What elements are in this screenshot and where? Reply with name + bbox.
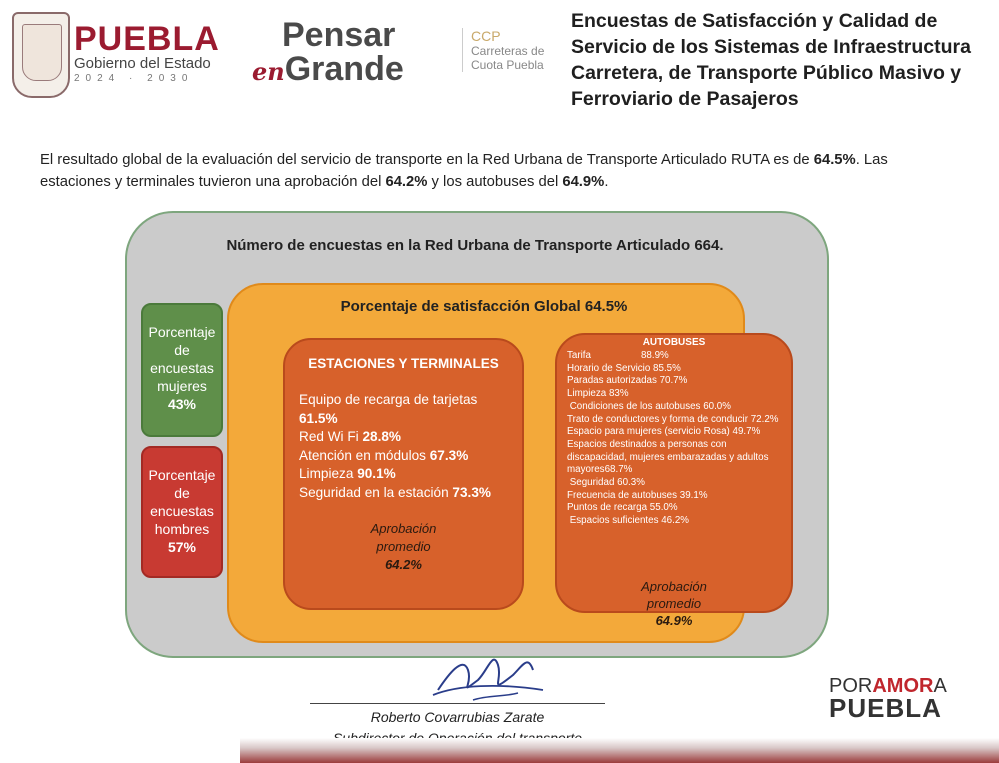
- ccp-abbr: CCP: [471, 28, 501, 44]
- buses-item: Horario de Servicio 85.5%: [567, 362, 681, 374]
- stations-title: ESTACIONES Y TERMINALES: [308, 356, 499, 371]
- buses-item: Puntos de recarga 55.0%: [567, 502, 678, 514]
- buses-title: AUTOBUSES: [642, 337, 706, 348]
- buses-item: Seguridad 60.3%: [569, 477, 645, 489]
- por-amor-a-puebla-logo: PORAMORA PUEBLA: [829, 675, 947, 723]
- puebla-logo-subtitle: Gobierno del Estado: [74, 55, 211, 72]
- handwritten-signature: [418, 635, 548, 710]
- buses-item: Espacio para mujeres (servicio Rosa) 49.7%: [567, 426, 761, 438]
- buses-item: Paradas autorizadas 70.7%: [567, 375, 688, 387]
- intro-text-4: .: [604, 174, 609, 190]
- stations-item: Atención en módulos 67.3%: [299, 447, 469, 463]
- stations-item: Red Wi Fi 28.8%: [299, 429, 401, 444]
- ccp-name-line1: Carreteras de: [471, 44, 545, 58]
- puebla-seal-logo: [12, 12, 70, 98]
- document-title: Encuestas de Satisfacción y Calidad de Servicio de los Sistemas de Infraestructura Carretera, de Transporte Público Masivo y Ferroviario de Pasajeros: [571, 10, 971, 110]
- buses-list: [567, 350, 789, 528]
- buses-item: Trato de conductores y forma de conducir 72.2%: [567, 413, 779, 425]
- intro-text-3: y los autobuses del: [427, 174, 563, 190]
- men-percentage-box: [141, 446, 223, 578]
- buses-average-value: 64.9%: [655, 613, 693, 628]
- buses-item: Frecuencia de autobuses 39.1%: [567, 489, 708, 501]
- stations-item: Seguridad en la estación 73.3%: [299, 484, 491, 500]
- pensar-logo-en: en: [252, 57, 285, 86]
- stations-item: Limpieza 90.1%: [299, 466, 396, 481]
- buses-average: Aprobación promedio 64.9%: [557, 578, 791, 629]
- pensar-en-grande-logo: [252, 16, 422, 89]
- stations-average-value: 64.2%: [385, 557, 422, 572]
- global-satisfaction-title: Porcentaje de satisfacción Global 64.5%: [340, 298, 628, 315]
- men-percentage-label: Porcentaje de encuestas hombres: [148, 467, 216, 537]
- stations-average: Aprobación promedio 64.2%: [285, 520, 522, 574]
- buses-item: Condiciones de los autobuses 60.0%: [569, 400, 731, 412]
- survey-count-title: Número de encuestas en la Red Urbana de Transporte Articulado 664.: [226, 237, 724, 254]
- intro-text-1: El resultado global de la evaluación del servicio de transporte en la Red Urbana de Transporte Articulado RUTA es de: [40, 152, 814, 168]
- pensar-logo-grande: Grande: [284, 50, 404, 88]
- puebla-government-logo: [74, 22, 219, 86]
- decorative-footer-stripe: [240, 738, 999, 763]
- buses-item: Tarifa 88.9%: [567, 350, 669, 361]
- buses-item: Espacios destinados a personas con discapacidad, mujeres embarazadas y adultos mayores68.7%: [567, 438, 769, 476]
- signature-line: [310, 703, 605, 704]
- men-percentage-value: 57%: [167, 539, 197, 555]
- puebla-logo-word: PUEBLA: [74, 20, 220, 58]
- buses-box: [555, 333, 793, 628]
- stations-list: [299, 391, 514, 502]
- women-percentage-value: 43%: [167, 396, 197, 412]
- ccp-logo: [462, 28, 571, 72]
- puebla-logo-years: 2024 · 2030: [74, 73, 194, 84]
- women-percentage-label: Porcentaje de encuestas mujeres: [148, 324, 216, 394]
- global-result-value: 64.5%: [813, 152, 856, 168]
- pensar-logo-word: Pensar: [282, 16, 396, 54]
- women-percentage-box: [141, 303, 223, 437]
- signer-name: Roberto Covarrubias Zarate: [370, 709, 545, 725]
- intro-paragraph: [40, 149, 960, 193]
- stations-terminals-box: [283, 338, 524, 610]
- stations-item: Equipo de recarga de tarjetas 61.5%: [299, 392, 478, 426]
- ccp-name-line2: Cuota Puebla: [471, 58, 544, 72]
- buses-item: Espacios suficientes 46.2%: [569, 515, 690, 527]
- intro-text-2: . Las estaciones y terminales tuvieron una aprobación del: [40, 152, 888, 190]
- buses-item: Limpieza 83%: [567, 388, 629, 400]
- stations-approval-value: 64.2%: [385, 174, 428, 190]
- buses-approval-value: 64.9%: [562, 174, 605, 190]
